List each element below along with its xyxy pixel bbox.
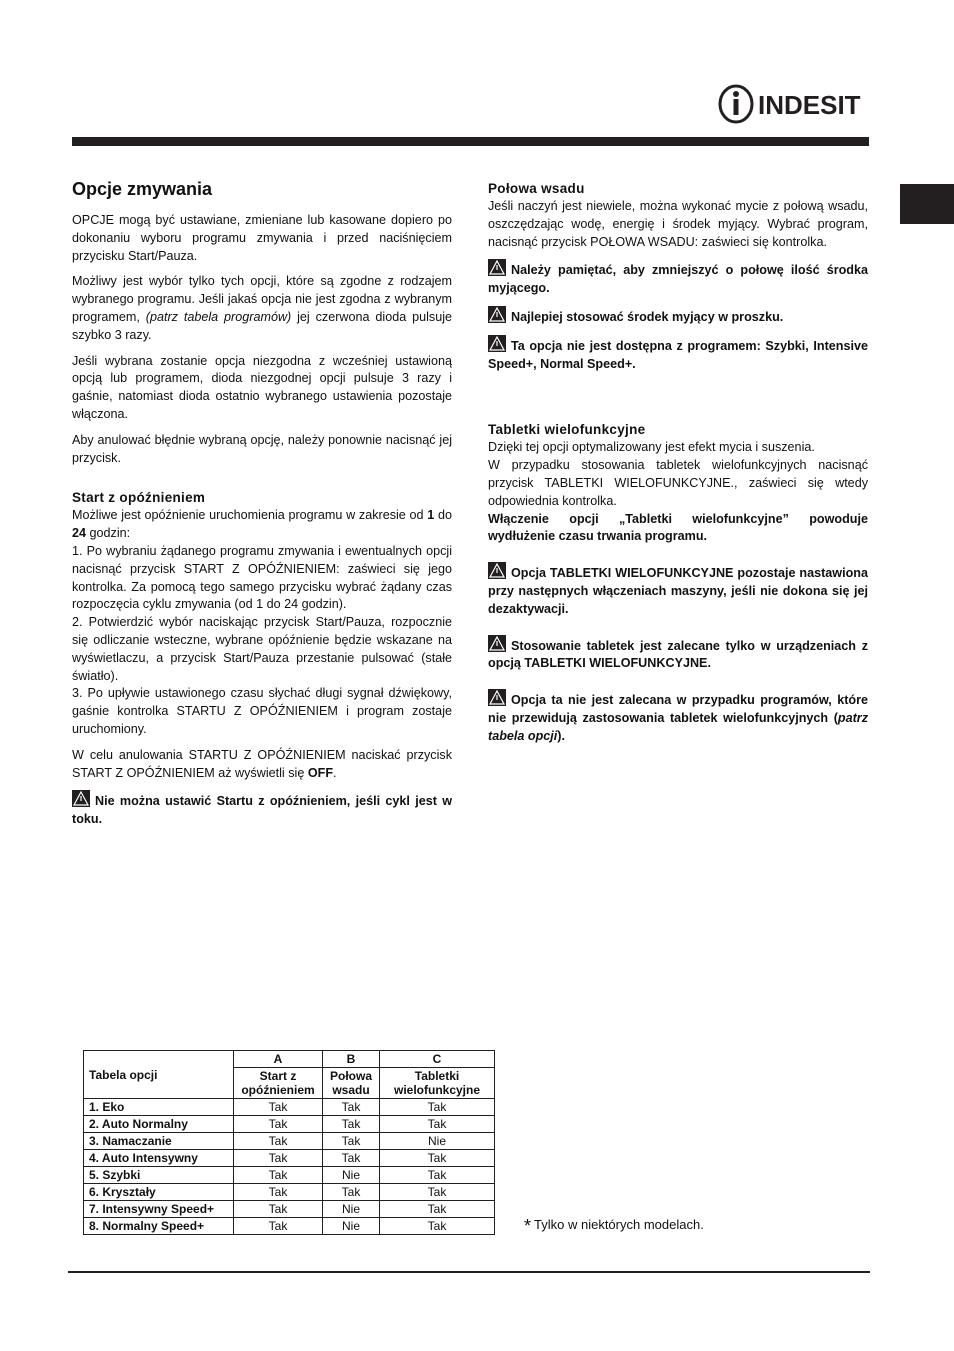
table-cell: Nie (380, 1133, 495, 1150)
delay-step-2: 2. Potwierdzić wybór naciskając przycisk Start/Pauza, rozpocznie się odliczanie wsteczne, wybrane opóźnienie będzie wskazane na wyświetlaczu, a przycisk Start/Pauza przestanie pulsować (stałe światło). (72, 615, 452, 683)
table-title: Tabela opcji (84, 1051, 234, 1099)
warning-icon (72, 790, 90, 807)
table-cell: Tak (323, 1184, 380, 1201)
table-row (84, 1167, 495, 1184)
table-cell: Tak (380, 1150, 495, 1167)
delay-cancel-paragraph: W celu anulowania STARTU Z OPÓŹNIENIEM naciskać przycisk START Z OPÓŹNIENIEM aż wyświetli się OFF. (72, 747, 452, 780)
table-col-name: Start z opóźnieniem (234, 1068, 323, 1099)
table-row (84, 1099, 495, 1116)
table-row (84, 1116, 495, 1133)
table-header-letters (84, 1051, 495, 1068)
delay-warning: Nie można ustawić Startu z opóźnieniem, jeśli cykl jest w toku. (72, 790, 452, 829)
warning-icon (488, 259, 506, 276)
half-load-warning-2: Najlepiej stosować środek myjący w proszku. (488, 306, 868, 327)
table-cell: Tak (380, 1167, 495, 1184)
table-row (84, 1218, 495, 1235)
right-column (488, 180, 868, 746)
logo-text: INDESIT (758, 90, 861, 120)
half-load-paragraph: Jeśli naczyń jest niewiele, można wykonać mycie z połową wsadu, oszczędzając wodę, energię i środek myjący. Wybrać program, nacisnąć przycisk POŁOWA WSADU: zaświeci się kontrolka. (488, 199, 868, 249)
intro-paragraph-3: Jeśli wybrana zostanie opcja niezgodna z wcześniej ustawioną opcją lub programem, dioda niezgodnej opcji pulsuje 3 razy i gaśnie, natomiast dioda ostatnio wybranego ustawienia pozostaje włączona. (72, 353, 452, 421)
table-cell: Tak (234, 1116, 323, 1133)
multi-tabs-paragraph-2: W przypadku stosowania tabletek wielofunkcyjnych nacisnąć przycisk TABLETKI WIELOFUNKCYJNE., zaświeci się wtedy odpowiednia kontrolka. (488, 458, 868, 508)
table-cell: Tak (234, 1201, 323, 1218)
table-row-label: 4. Auto Intensywny (84, 1150, 234, 1167)
table-cell: Tak (234, 1218, 323, 1235)
delay-paragraph-1: Możliwe jest opóźnienie uruchomienia programu w zakresie od 1 do 24 godzin: (72, 508, 452, 541)
footnote-star: * (524, 1216, 532, 1236)
multi-tabs-paragraph-3: Włączenie opcji „Tabletki wielofunkcyjne” powoduje wydłużenie czasu trwania programu. (488, 511, 868, 544)
table-cell: Tak (234, 1150, 323, 1167)
multi-tabs-warning-1: Opcja TABLETKI WIELOFUNKCYJNE pozostaje nastawiona przy następnych włączeniach maszyny, jeśli nie dokona się jej dezaktywacji. (488, 562, 868, 618)
warning-icon (488, 335, 506, 352)
multi-tabs-paragraph-1: Dzięki tej opcji optymalizowany jest efekt mycia i suszenia. (488, 440, 815, 455)
half-load-warning-1: Należy pamiętać, aby zmniejszyć o połowę ilość środka myjącego. (488, 259, 868, 298)
delay-step-3: 3. Po upływie ustawionego czasu słychać długi sygnał dźwiękowy, gaśnie kontrolka STARTU Z OPÓŹNIENIEM i program zostaje uruchomiony. (72, 686, 452, 736)
left-column (72, 176, 452, 829)
indesit-logo (718, 84, 870, 124)
multi-tabs-warning-3: Opcja ta nie jest zalecana w przypadku programów, które nie przewidują zastosowania tabletek wielofunkcyjnych (patrz tabela opcji). (488, 689, 868, 745)
half-load-heading: Połowa wsadu (488, 181, 585, 196)
table-row-label: 8. Normalny Speed+ (84, 1218, 234, 1235)
table-cell: Tak (380, 1201, 495, 1218)
table-cell: Nie (323, 1167, 380, 1184)
table-cell: Tak (323, 1099, 380, 1116)
table-row-label: 2. Auto Normalny (84, 1116, 234, 1133)
footnote-text: Tylko w niektórych modelach. (534, 1217, 704, 1232)
intro-paragraph-1: OPCJE mogą być ustawiane, zmieniane lub kasowane dopiero po dokonaniu wyboru programu zmywania i przed naciśnięciem przycisku Start/Pauza. (72, 213, 452, 263)
table-cell: Tak (380, 1116, 495, 1133)
table-cell: Tak (380, 1218, 495, 1235)
table-row (84, 1201, 495, 1218)
table-cell: Tak (380, 1099, 495, 1116)
table-row-label: 3. Namaczanie (84, 1133, 234, 1150)
language-tab (900, 184, 954, 224)
table-cell: Nie (323, 1218, 380, 1235)
table-row-label: 5. Szybki (84, 1167, 234, 1184)
table-cell: Tak (234, 1133, 323, 1150)
table-cell: Tak (323, 1116, 380, 1133)
table-col-letter: C (380, 1051, 495, 1068)
table-cell: Tak (380, 1184, 495, 1201)
delay-step-1: 1. Po wybraniu żądanego programu zmywania i ewentualnych opcji nacisnąć przycisk START Z OPÓŹNIENIEM: zaświeci się jego kontrolka. Za pomocą tego samego przycisku wybrać żądany czas rozpoczęcia cyklu zmywania (od 1 do 24 godzin). (72, 543, 452, 612)
table-col-name: Tabletki wielofunkcyjne (380, 1068, 495, 1099)
header-rule (72, 137, 869, 146)
intro-paragraph-2: Możliwy jest wybór tylko tych opcji, które są zgodne z rodzajem wybranego programu. Jeśli jakaś opcja nie jest zgodna z wybranym programem, (patrz tabela programów) jej czerwona dioda pulsuje szybko 3 razy. (72, 274, 453, 342)
half-load-warning-3: Ta opcja nie jest dostępna z programem: Szybki, Intensive Speed+, Normal Speed+. (488, 335, 868, 374)
footer-rule (68, 1271, 870, 1273)
table-row (84, 1184, 495, 1201)
table-cell: Nie (323, 1201, 380, 1218)
delay-start-heading: Start z opóźnieniem (72, 490, 206, 506)
page-title: Opcje zmywania (72, 179, 213, 199)
multi-tabs-warning-2: Stosowanie tabletek jest zalecane tylko w urządzeniach z opcją TABLETKI WIELOFUNKCYJNE. (488, 635, 868, 674)
table-row-label: 6. Kryształy (84, 1184, 234, 1201)
table-cell: Tak (323, 1150, 380, 1167)
multi-tabs-heading: Tabletki wielofunkcyjne (488, 422, 646, 438)
table-col-letter: A (234, 1051, 323, 1068)
table-row (84, 1133, 495, 1150)
table-cell: Tak (234, 1099, 323, 1116)
footnote (524, 1216, 704, 1237)
table-row (84, 1150, 495, 1167)
table-cell: Tak (234, 1167, 323, 1184)
table-cell: Tak (234, 1184, 323, 1201)
table-row-label: 7. Intensywny Speed+ (84, 1201, 234, 1218)
warning-icon (488, 562, 506, 579)
intro-paragraph-4: Aby anulować błędnie wybraną opcję, należy ponownie nacisnąć jej przycisk. (72, 432, 452, 465)
table-cell: Tak (323, 1133, 380, 1150)
warning-icon (488, 635, 506, 652)
table-col-letter: B (323, 1051, 380, 1068)
warning-icon (488, 306, 506, 323)
warning-icon (488, 689, 506, 706)
table-row-label: 1. Eko (84, 1099, 234, 1116)
options-table (83, 1050, 495, 1235)
table-col-name: Połowa wsadu (323, 1068, 380, 1099)
